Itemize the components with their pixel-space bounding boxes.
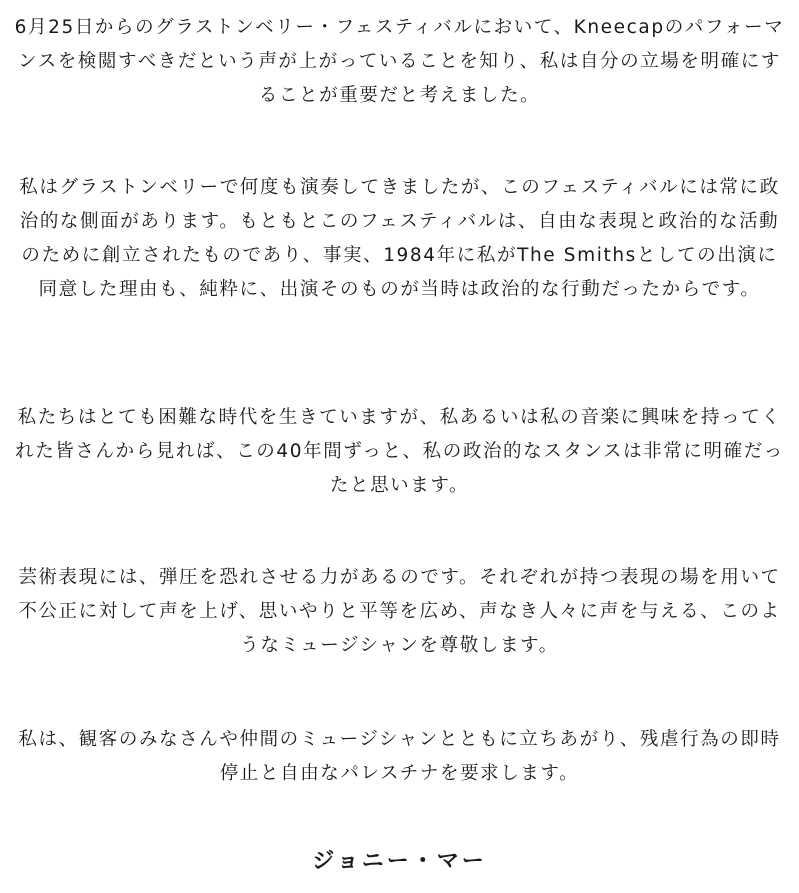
statement-paragraph-2: 私はグラストンベリーで何度も演奏してきましたが、このフェスティバルには常に政治的な側面があります。もともとこのフェスティバルは、自由な表現と政治的な活動のために創立されたものであり、事実、1984年に私がThe Smithsとしての出演に同意した理由も、純粋に、出演そのものが当時は政治的な行動だったからです。 <box>19 177 780 300</box>
signature: ジョニー・マー <box>312 849 487 874</box>
statement-paragraph-4: 芸術表現には、弾圧を恐れさせる力があるのです。それぞれが持つ表現の場を用いて不公正に対して声を上げ、思いやりと平等を広め、声なき人々に声を与える、このようなミュージシャンを尊敬します。 <box>18 567 781 656</box>
statement-paragraph-1: 6月25日からのグラストンベリー・フェスティバルにおいて、Kneecapのパフォーマンスを検閲すべきだという声が上がっていることを知り、私は自分の立場を明確にすることが重要だと考えました。 <box>14 17 785 106</box>
statement-paragraph-5: 私は、観客のみなさんや仲間のミュージシャンとともに立ちあがり、残虐行為の即時停止と自由なパレスチナを要求します。 <box>18 729 781 784</box>
statement-paragraph-3: 私たちはとても困難な時代を生きていますが、私あるいは私の音楽に興味を持ってくれた皆さんから見れば、この40年間ずっと、私の政治的なスタンスは非常に明確だったと思います。 <box>15 407 784 496</box>
